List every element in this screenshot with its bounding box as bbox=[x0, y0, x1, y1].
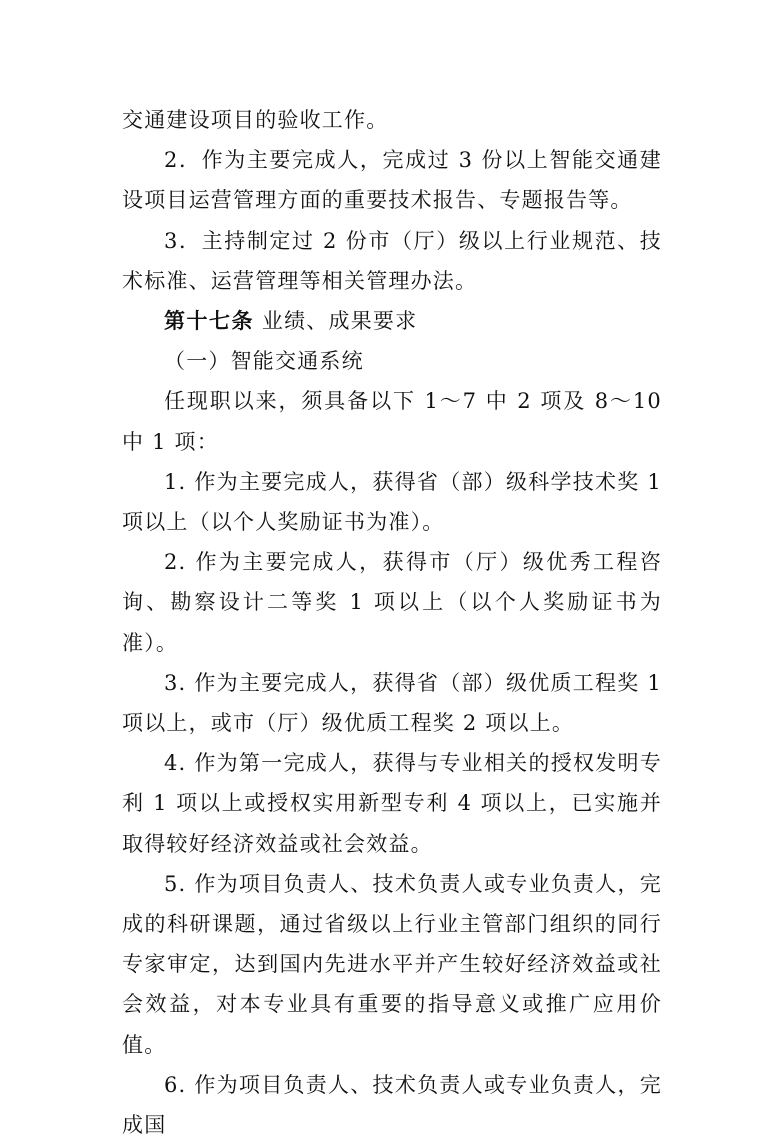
article-gap bbox=[254, 309, 262, 333]
list-item-2: 2. 作为主要完成人，获得市（厅）级优秀工程咨询、勘察设计二等奖 1 项以上（以个人奖励证书为准）。 bbox=[122, 550, 662, 655]
list-item-3: 3. 作为主要完成人，获得省（部）级优质工程奖 1 项以上，或市（厅）级优质工程奖 2 项以上。 bbox=[122, 670, 662, 736]
article-number: 第十七条 bbox=[164, 308, 254, 334]
list-item-5: 5. 作为项目负责人、技术负责人或专业负责人，完成的科研课题，通过省级以上行业主管部门组织的同行专家审定，达到国内先进水平并产生较好经济效益或社会效益，对本专业具有重要的指导意义或推广应用价值。 bbox=[122, 871, 662, 1057]
list-item-1: 1. 作为主要完成人，获得省（部）级科学技术奖 1 项以上（以个人奖励证书为准）。 bbox=[122, 469, 662, 535]
paragraph-intro: 任现职以来，须具备以下 1～7 中 2 项及 8～10 中 1 项： bbox=[122, 389, 662, 454]
paragraph-requirement-3: 3．主持制定过 2 份市（厅）级以上行业规范、技术标准、运营管理等相关管理办法。 bbox=[122, 228, 662, 293]
document-body bbox=[122, 100, 662, 1145]
section-heading: （一）智能交通系统 bbox=[164, 349, 364, 374]
article-title: 业绩、成果要求 bbox=[261, 309, 418, 334]
list-item-4: 4. 作为第一完成人，获得与专业相关的授权发明专利 1 项以上或授权实用新型专利 4 项以上，已实施并取得较好经济效益或社会效益。 bbox=[122, 751, 662, 856]
article-heading bbox=[122, 301, 662, 341]
list-item-6: 6. 作为项目负责人、技术负责人或专业负责人，完成国 bbox=[122, 1072, 662, 1138]
paragraph-continuation: 交通建设项目的验收工作。 bbox=[122, 108, 389, 132]
paragraph-requirement-2: 2．作为主要完成人，完成过 3 份以上智能交通建设项目运营管理方面的重要技术报告、专题报告等。 bbox=[122, 148, 662, 213]
